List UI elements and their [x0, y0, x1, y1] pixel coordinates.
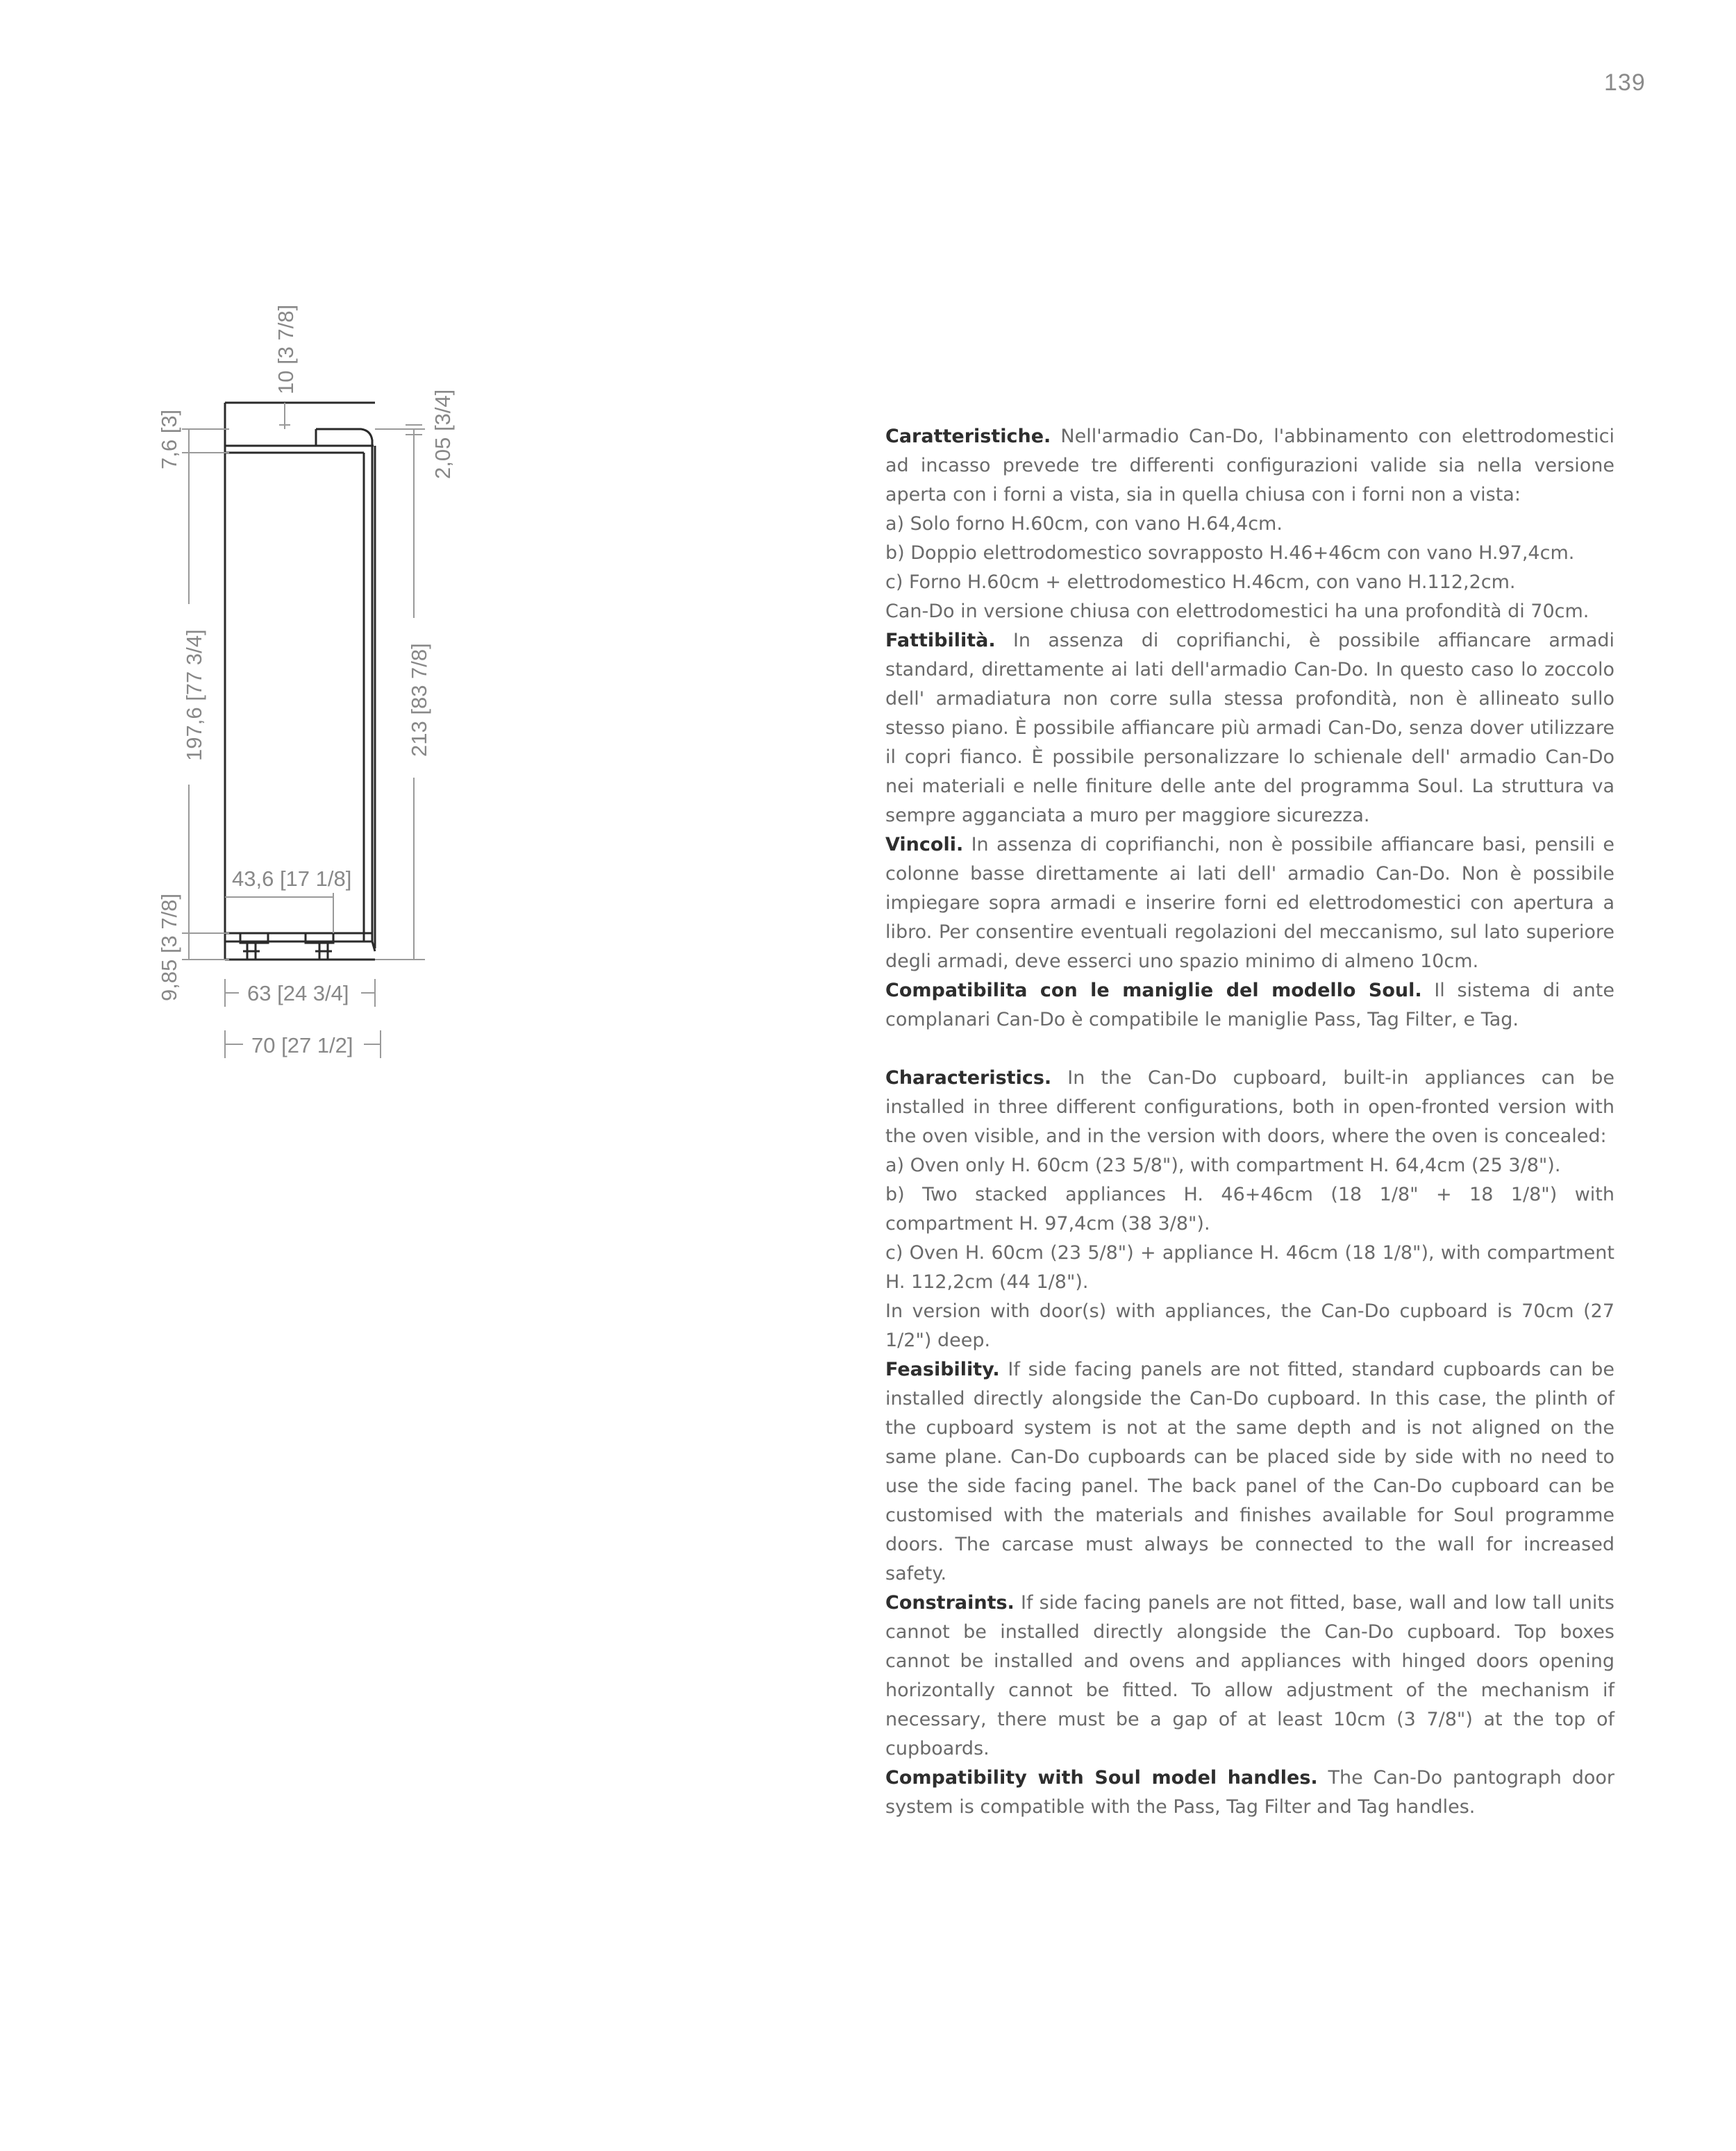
- en-feasibility-label: Feasibility.: [885, 1359, 1000, 1380]
- it-compatibility-label: Compatibilita con le maniglie del modello Soul.: [885, 980, 1422, 1001]
- section-spacer: [885, 1035, 1614, 1064]
- it-list-item: c) Forno H.60cm + elettrodomestico H.46cm, con vano H.112,2cm.: [885, 571, 1516, 593]
- dim-plinth-height: 9,85 [3 7/8]: [157, 893, 181, 1001]
- it-characteristics-text: Nell'armadio Can-Do, l'abbinamento con elettrodomestici ad incasso prevede tre differenti configurazioni valide sia nella versione aperta con i forni a vista, sia in quella chiusa con i forni non a vista:: [885, 426, 1614, 505]
- it-feasibility-label: Fattibilità.: [885, 630, 996, 651]
- description-column: [885, 422, 1614, 1822]
- it-feasibility-text: In assenza di coprifianchi, è possibile affiancare armadi standard, direttamente ai lati dell'armadio Can-Do. In questo caso lo zoccolo dell' armadiatura non corre sulla stessa profondità, non è allineato sullo stesso piano. È possibile affiancare più armadi Can-Do, senza dover utilizzare il copri fianco. È possibile personalizzare lo schienale dell' armadio Can-Do nei materiali e nelle finiture delle ante del programma Soul. La struttura va sempre agganciata a muro per maggiore sicurezza.: [885, 630, 1614, 826]
- page-number: 139: [1604, 69, 1646, 96]
- en-list-item: c) Oven H. 60cm (23 5/8") + appliance H. 46cm (18 1/8"), with compartment H. 112,2cm (44 1/8").: [885, 1242, 1614, 1293]
- it-characteristics-label: Caratteristiche.: [885, 426, 1051, 447]
- dim-total-height: 213 [83 7/8]: [407, 643, 431, 757]
- en-depth-note: In version with door(s) with appliances, the Can-Do cupboard is 70cm (27 1/2") deep.: [885, 1300, 1614, 1351]
- it-constraints-text: In assenza di coprifianchi, non è possibile affiancare basi, pensili e colonne basse direttamente ai lati dell' armadio Can-Do. Non è possibile impiegare sopra armadi e inserire forni ed elettrodomestici con apertura a libro. Per consentire eventuali regolazioni del meccanismo, sul lato superiore degli armadi, deve esserci uno spazio minimo di almeno 10cm.: [885, 834, 1614, 972]
- en-feasibility: [885, 1355, 1614, 1589]
- it-compatibility-text: Il sistema di ante complanari Can-Do è compatibile le maniglie Pass, Tag Filter, e Tag.: [885, 980, 1614, 1030]
- dim-inner-depth: 43,6 [17 1/8]: [232, 867, 352, 891]
- dim-depth-63: 63 [24 3/4]: [247, 981, 349, 1005]
- dim-top-band: 7,6 [3]: [157, 409, 181, 469]
- it-constraints: [885, 830, 1614, 976]
- english-section: [885, 1064, 1614, 1822]
- italian-section: [885, 422, 1614, 1035]
- dim-depth-70: 70 [27 1/2]: [251, 1033, 353, 1057]
- it-constraints-label: Vincoli.: [885, 834, 964, 855]
- en-constraints: [885, 1589, 1614, 1764]
- en-characteristics-text: In the Can-Do cupboard, built-in appliances can be installed in three different configurations, both in open-fronted version with the oven visible, and in the version with doors, where the oven is concealed:: [885, 1067, 1614, 1147]
- en-characteristics: [885, 1064, 1614, 1151]
- it-compatibility: [885, 976, 1614, 1035]
- en-compatibility: [885, 1764, 1614, 1822]
- cupboard-side-drawing: [0, 0, 486, 1083]
- en-constraints-label: Constraints.: [885, 1592, 1015, 1614]
- dim-top-right: 2,05 [3/4]: [431, 389, 455, 479]
- dim-top-gap: 10 [3 7/8]: [274, 304, 298, 394]
- it-feasibility: [885, 626, 1614, 830]
- en-compatibility-label: Compatibility with Soul model handles.: [885, 1767, 1318, 1789]
- it-list-item: a) Solo forno H.60cm, con vano H.64,4cm.: [885, 513, 1283, 535]
- en-list-item: b) Two stacked appliances H. 46+46cm (18 1/8" + 18 1/8") with compartment H. 97,4cm (38 3/8").: [885, 1184, 1614, 1234]
- en-compatibility-text: The Can-Do pantograph door system is compatible with the Pass, Tag Filter and Tag handles.: [885, 1767, 1614, 1818]
- en-constraints-text: If side facing panels are not fitted, base, wall and low tall units cannot be installed directly alongside the Can-Do cupboard. Top boxes cannot be installed and ovens and appliances with hinged doors opening horizontally cannot be fitted. To allow adjustment of the mechanism if necessary, there must be a gap of at least 10cm (3 7/8") at the top of cupboards.: [885, 1592, 1614, 1759]
- en-feasibility-text: If side facing panels are not fitted, standard cupboards can be installed directly alongside the Can-Do cupboard. In this case, the plinth of the cupboard system is not at the same depth and is not aligned on the same plane. Can-Do cupboards can be placed side by side with no need to use the side facing panel. The back panel of the Can-Do cupboard can be customised with the materials and finishes available for Soul programme doors. The carcase must always be connected to the wall for increased safety.: [885, 1359, 1614, 1584]
- it-list-item: b) Doppio elettrodomestico sovrapposto H.46+46cm con vano H.97,4cm.: [885, 542, 1575, 564]
- dim-body-height: 197,6 [77 3/4]: [182, 629, 206, 761]
- en-characteristics-label: Characteristics.: [885, 1067, 1052, 1089]
- it-characteristics: [885, 422, 1614, 510]
- en-list-item: a) Oven only H. 60cm (23 5/8"), with compartment H. 64,4cm (25 3/8").: [885, 1155, 1561, 1176]
- it-depth-note: Can-Do in versione chiusa con elettrodomestici ha una profondità di 70cm.: [885, 601, 1589, 622]
